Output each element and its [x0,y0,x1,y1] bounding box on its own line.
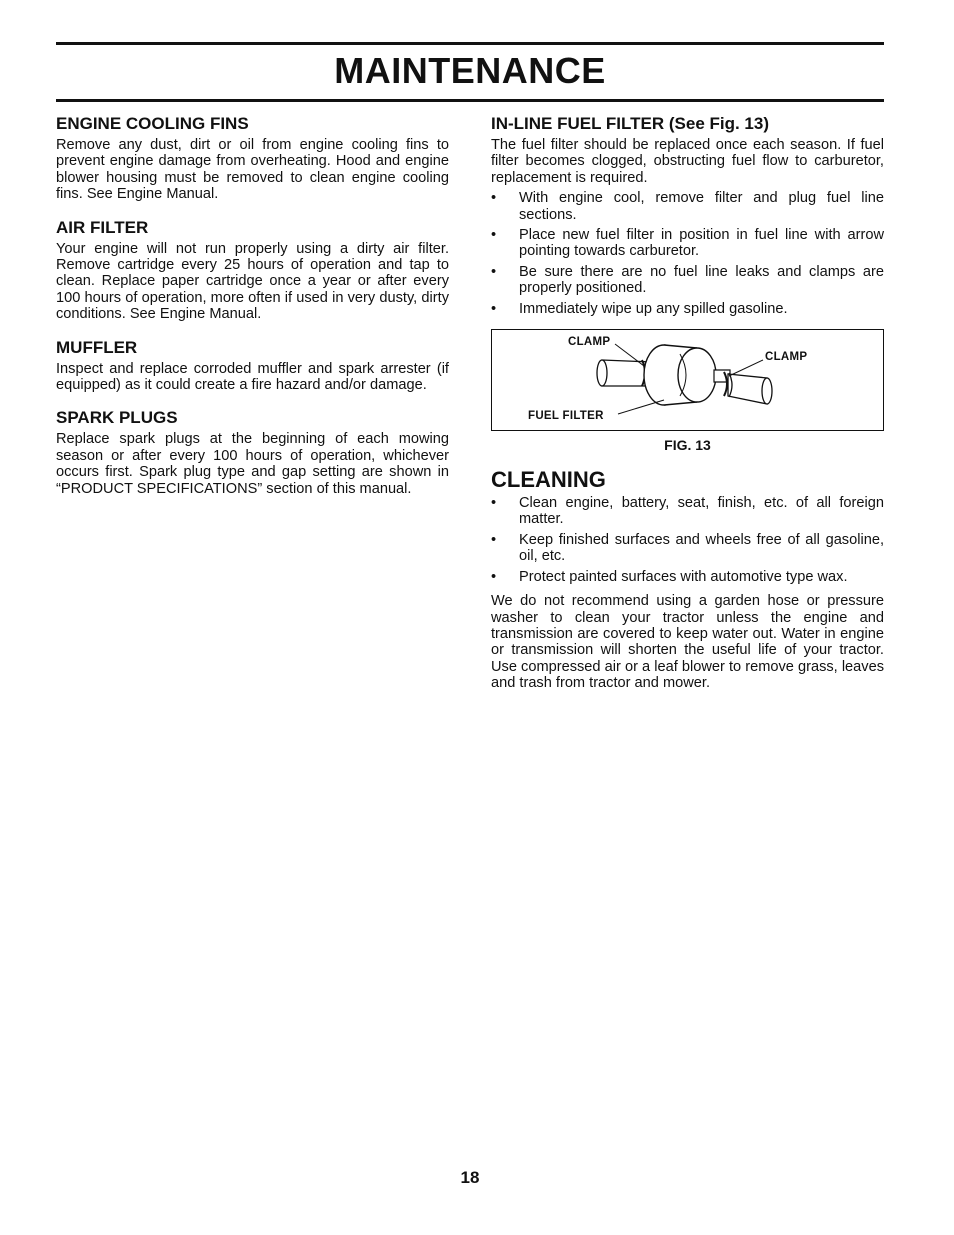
figure-13-fuel-filter [491,329,884,431]
section-body: Inspect and replace corroded muffler and spark arrester (if equipped) as it could create a fire hazard and/or damage. [56,360,449,394]
left-fuel-line-end [597,360,607,386]
list-item: • Keep finished surfaces and wheels free of all gasoline, oil, etc. [491,531,884,565]
cleaning-steps [491,495,884,585]
section-heading: IN-LINE FUEL FILTER (See Fig. 13) [491,114,770,133]
section-air-filter [56,217,449,323]
list-item: • Immediately wipe up any spilled gasoline. [491,300,788,317]
list-item: • Protect painted surfaces with automotive type wax. [491,568,848,585]
bullet-icon: • [491,227,497,244]
section-cleaning [491,467,884,691]
bullet-icon: • [491,190,497,207]
list-item: • Place new fuel filter in position in fuel line with arrow pointing towards carburetor. [491,227,884,260]
clamp-label-left: CLAMP [568,336,611,349]
fuel-filter-label: FUEL FILTER [528,410,604,423]
list-item: • With engine cool, remove filter and plug fuel line sections. [491,190,884,223]
section-heading: ENGINE COOLING FINS [56,114,249,133]
section-body: Your engine will not run properly using a dirty air filter. Remove cartridge every 25 hours of operation and tap to clean. Replace paper cartridge once a year or after every 100 hours of operation, more often if used in very dusty, dirty conditions. See Engine Manual. [56,240,449,323]
section-body: We do not recommend using a garden hose or pressure washer to clean your tractor unless the engine and transmission are covered to keep water out. Water in engine or transmission will shorten the useful life of your tractor. Use compressed air or a leaf blower to remove grass, leaves and trash from tractor and mower. [491,593,884,692]
fuel-filter-steps [491,190,884,317]
section-intro: The fuel filter should be replaced once each season. If fuel filter becomes clogged, obstructing fuel flow to carburetor, replacement is required. [491,137,884,186]
section-engine-cooling-fins [56,113,449,203]
page-number: 18 [460,1168,480,1187]
bullet-icon: • [491,300,497,317]
bullet-icon: • [491,495,497,512]
right-fuel-line [728,374,767,404]
section-heading: SPARK PLUGS [56,408,178,428]
bullet-icon: • [491,263,497,280]
bullet-icon: • [491,531,497,548]
page-title: MAINTENANCE [334,50,606,91]
title-underline-rule [56,99,884,102]
section-heading: MUFFLER [56,337,138,357]
section-spark-plugs [56,407,449,497]
list-item: • Clean engine, battery, seat, finish, etc. of all foreign matter. [491,495,884,528]
filter-body [678,348,716,402]
section-in-line-fuel-filter [491,113,884,317]
right-fuel-line-end [762,378,772,404]
figure-caption: FIG. 13 [664,437,711,454]
section-body: Replace spark plugs at the beginning of each mowing season or after every 100 hours of operation, whichever occurs first. Spark plug type and gap setting are shown in “PRODUCT SPECIFICATIONS” section of this manual. [56,431,449,497]
left-column [56,113,449,511]
list-item: • Be sure there are no fuel line leaks and clamps are properly positioned. [491,263,884,297]
top-rule [56,42,884,45]
bullet-icon: • [491,568,497,585]
section-body: Remove any dust, dirt or oil from engine cooling fins to prevent engine damage from overheating. Hood and engine blower housing must be removed to clean engine cooling fins. See Engine Manual. [56,137,449,203]
right-column [491,113,884,692]
section-muffler [56,337,449,394]
section-heading: CLEANING [491,467,606,493]
clamp-label-right: CLAMP [765,351,808,364]
section-heading: AIR FILTER [56,217,149,237]
